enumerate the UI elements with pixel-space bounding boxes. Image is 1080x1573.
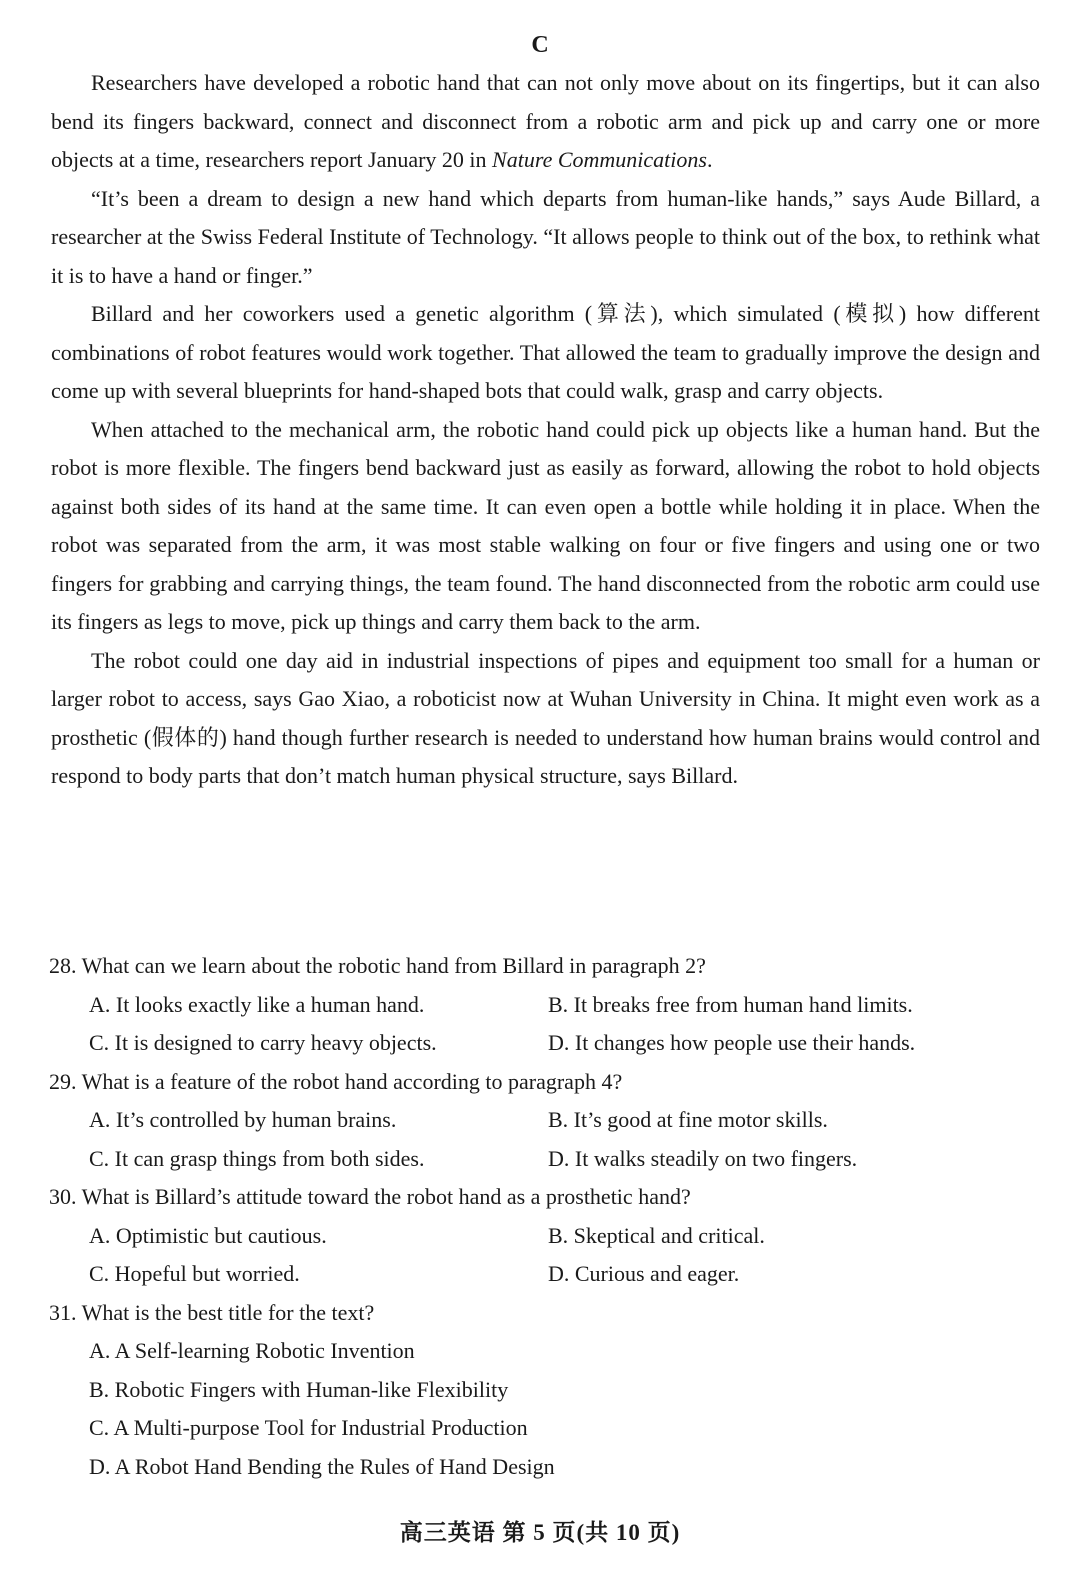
passage-paragraph-1 (51, 64, 1040, 180)
section-heading: C (531, 32, 549, 58)
passage-paragraph-2: “It’s been a dream to design a new hand which departs from human-like hands,” says Aude Billard, a researcher at the Swiss Federal Institute of Technology. “It allows people to think out of the box, to rethink what it is to have a hand or finger.” (51, 185, 1040, 288)
question-28 (49, 947, 1039, 1063)
option-group (49, 986, 1039, 1063)
question-stem: 31. What is the best title for the text? (49, 1299, 375, 1325)
option-b[interactable]: B. Skeptical and critical. (548, 1222, 765, 1248)
option-group (49, 1332, 1039, 1486)
passage-paragraph-4: When attached to the mechanical arm, the robotic hand could pick up objects like a human hand. But the robot is more flexible. The fingers bend backward just as easily as forward, allowing the robot to hold objects against both sides of its hand at the same time. It can even open a bottle while holding it in place. When the robot was separated from the arm, it was most stable walking on four or five fingers and using one or two fingers for grabbing and carrying things, the team found. The hand disconnected from the robotic arm could use its fingers as legs to move, pick up things and carry them back to the arm. (51, 416, 1040, 634)
option-d[interactable]: D. Curious and eager. (548, 1261, 740, 1286)
reading-passage (51, 64, 1040, 796)
option-group (49, 1101, 1039, 1178)
option-d[interactable]: D. A Robot Hand Bending the Rules of Hand Design (89, 1453, 555, 1479)
question-31 (49, 1294, 1039, 1487)
question-stem: 28. What can we learn about the robotic hand from Billard in paragraph 2? (49, 953, 706, 978)
option-b[interactable]: B. It breaks free from human hand limits. (548, 991, 913, 1017)
option-a[interactable]: A. A Self-learning Robotic Invention (89, 1338, 415, 1363)
page-footer: 高三英语 第 5 页(共 10 页) (399, 1520, 681, 1545)
question-stem: 30. What is Billard’s attitude toward the robot hand as a prosthetic hand? (49, 1184, 691, 1209)
passage-paragraph-5: The robot could one day aid in industrial inspections of pipes and equipment too small for a human or larger robot to access, says Gao Xiao, a roboticist now at Wuhan University in China. It might even work as a prosthetic (假体的) hand though further research is needed to understand how human brains would control and respond to body parts that don’t match human physical structure, says Billard. (51, 647, 1040, 788)
option-a[interactable]: A. It looks exactly like a human hand. (89, 991, 425, 1017)
option-c[interactable]: C. A Multi-purpose Tool for Industrial Production (89, 1415, 528, 1440)
option-c[interactable]: C. Hopeful but worried. (89, 1261, 300, 1286)
paragraph-text: Researchers have developed a robotic hand that can not only move about on its fingertips, but it can also bend its fingers backward, connect and disconnect from a robotic arm and pick up and carry one or more objects at a time, researchers report January 20 in (51, 70, 1040, 172)
question-list (49, 947, 1039, 1486)
option-c[interactable]: C. It can grasp things from both sides. (89, 1145, 425, 1171)
option-b[interactable]: B. It’s good at fine motor skills. (548, 1107, 828, 1132)
option-a[interactable]: A. Optimistic but cautious. (89, 1222, 327, 1248)
option-a[interactable]: A. It’s controlled by human brains. (89, 1107, 397, 1132)
option-d[interactable]: D. It walks steadily on two fingers. (548, 1145, 858, 1171)
question-30 (49, 1178, 1039, 1294)
option-d[interactable]: D. It changes how people use their hands. (548, 1030, 916, 1055)
journal-name: Nature Communications (492, 147, 707, 172)
paragraph-tail: . (706, 147, 713, 172)
passage-paragraph-3: Billard and her coworkers used a genetic algorithm (算法), which simulated (模拟) how different combinations of robot features would work together. That allowed the team to gradually improve the design and come up with several blueprints for hand-shaped bots that could walk, grasp and carry objects. (51, 301, 1040, 403)
option-group (49, 1217, 1039, 1294)
option-c[interactable]: C. It is designed to carry heavy objects. (89, 1030, 437, 1055)
question-stem: 29. What is a feature of the robot hand according to paragraph 4? (49, 1068, 623, 1094)
question-29 (49, 1063, 1039, 1179)
option-b[interactable]: B. Robotic Fingers with Human-like Flexibility (89, 1376, 509, 1402)
